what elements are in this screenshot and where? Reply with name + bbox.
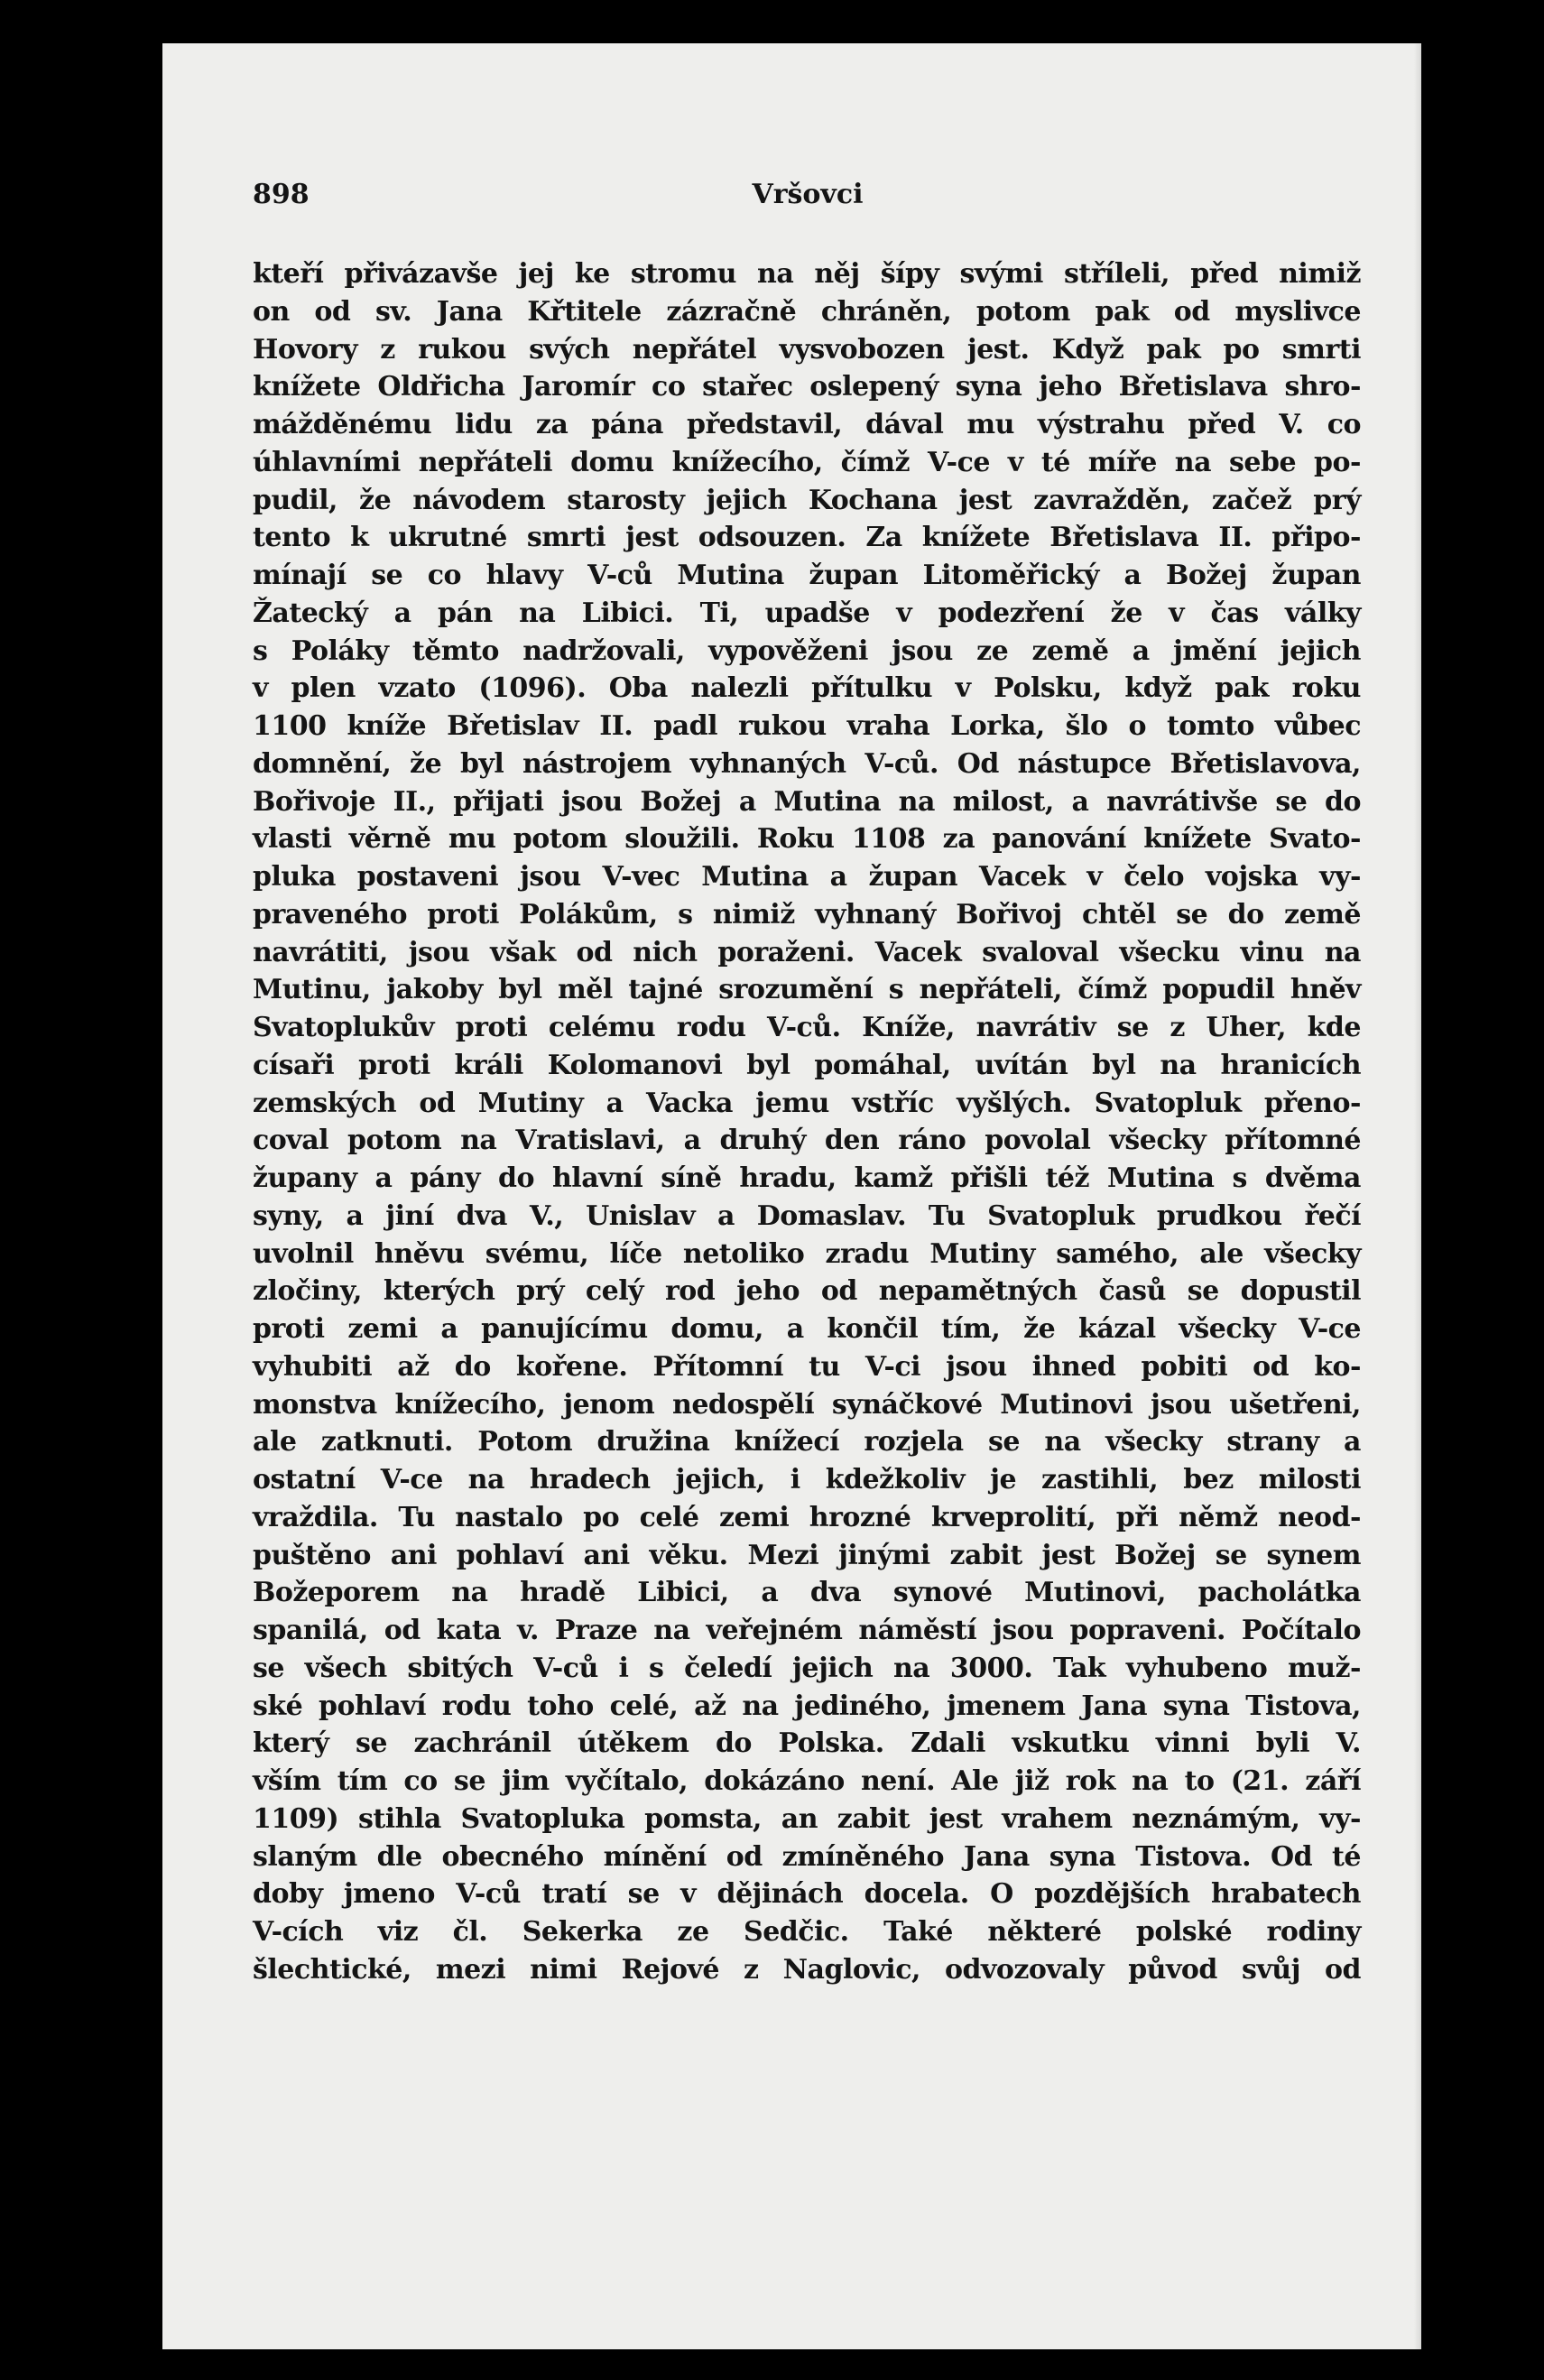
text-line: uvolnil hněvu svému, líče netoliko zradu Mutiny samého, ale všecky (253, 1237, 1361, 1270)
text-line: ské pohlaví rodu toho celé, až na jediného, jmenem Jana syna Tistova, (253, 1690, 1361, 1722)
text-line: vlasti věrně mu potom sloužili. Roku 1108 za panování knížete Svato- (253, 823, 1361, 856)
text-line: Bořivoje II., přijati jsou Božej a Mutina na milost, a navrátivše se do (253, 785, 1361, 818)
text-line: syny, a jiní dva V., Unislav a Domaslav. Tu Svatopluk prudkou řečí (253, 1199, 1361, 1232)
body-text (253, 255, 1361, 1989)
text-line: Svatoplukův proti celému rodu V-ců. Kníže, navrátiv se z Uher, kde (253, 1012, 1361, 1043)
text-line: tento k ukrutné smrti jest odsouzen. Za knížete Břetislava II. připo- (253, 522, 1361, 554)
text-line: slaným dle obecného mínění od zmíněného Jana syna Tistova. Od té (253, 1840, 1361, 1873)
text-line: V-cích viz čl. Sekerka ze Sedčic. Také některé polské rodiny (253, 1916, 1361, 1948)
text-line: zločiny, kterých prý celý rod jeho od nepamětných časů se dopustil (253, 1275, 1361, 1308)
text-line: zemských od Mutiny a Vacka jemu vstříc vyšlých. Svatopluk přeno- (253, 1087, 1361, 1119)
text-line: župany a pány do hlavní síně hradu, kamž přišli též Mutina s dvěma (253, 1162, 1361, 1194)
text-line: v plen vzato (1096). Oba nalezli přítulku v Polsku, když pak roku (253, 672, 1361, 705)
text-line: císaři proti králi Kolomanovi byl pomáhal, uvítán byl na hranicích (253, 1049, 1361, 1081)
text-line: monstva knížecího, jenom nedospělí synáčkové Mutinovi jsou ušetřeni, (253, 1388, 1361, 1421)
text-line: Žatecký a pán na Libici. Ti, upadše v podezření že v čas války (253, 597, 1361, 629)
text-line: on od sv. Jana Křtitele zázračně chráněn, potom pak od myslivce (253, 295, 1361, 328)
text-line: domnění, že byl nástrojem vyhnaných V-ců. Od nástupce Břetislavova, (253, 747, 1361, 780)
text-line: Božeporem na hradě Libici, a dva synové Mutinovi, pacholátka (253, 1577, 1361, 1609)
page-number: 898 (253, 179, 310, 210)
running-head: Vršovci (752, 179, 864, 210)
text-line: 1109) stihla Svatopluka pomsta, an zabit jest vrahem neznámým, vy- (253, 1802, 1361, 1835)
text-line: knížete Oldřicha Jaromír co stařec oslepený syna jeho Břetislava shro- (253, 371, 1361, 403)
page-header (253, 179, 1363, 224)
text-line: úhlavními nepřáteli domu knížecího, čímž V-ce v té míře na sebe po- (253, 446, 1361, 478)
text-line: 1100 kníže Břetislav II. padl rukou vraha Lorka, šlo o tomto vůbec (253, 710, 1361, 742)
text-line: vším tím co se jim vyčítalo, dokázáno není. Ale již rok na to (21. září (253, 1765, 1361, 1797)
text-line: puštěno ani pohlaví ani věku. Mezi jinými zabit jest Božej se synem (253, 1539, 1361, 1571)
text-line: ale zatknuti. Potom družina knížecí rozjela se na všecky strany a (253, 1426, 1361, 1459)
text-line: se všech sbitých V-ců i s čeledí jejich na 3000. Tak vyhubeno muž- (253, 1652, 1361, 1684)
text-line: mínají se co hlavy V-ců Mutina župan Litoměřický a Božej župan (253, 560, 1361, 591)
text-line: s Poláky těmto nadržovali, vypověženi jsou ze země a jmění jejich (253, 634, 1361, 667)
text-line: navrátiti, jsou však od nich poraženi. Vacek svaloval všecku vinu na (253, 936, 1361, 968)
text-line: vyhubiti až do kořene. Přítomní tu V-ci jsou ihned pobiti od ko- (253, 1350, 1361, 1383)
book-page (162, 43, 1421, 2349)
text-line: doby jmeno V-ců tratí se v dějinách docela. O pozdějších hrabatech (253, 1878, 1361, 1911)
text-line: praveného proti Polákům, s nimiž vyhnaný Bořivoj chtěl se do země (253, 898, 1361, 931)
text-line: kteří přivázavše jej ke stromu na něj šípy svými stříleli, před nimiž (253, 258, 1361, 290)
text-line: šlechtické, mezi nimi Rejové z Naglovic, odvozovaly původ svůj od (253, 1953, 1361, 1986)
text-line: který se zachránil útěkem do Polska. Zdali vskutku vinni byli V. (253, 1727, 1361, 1760)
text-line: vraždila. Tu nastalo po celé zemi hrozné krveprolití, při němž neod- (253, 1501, 1361, 1533)
text-line: Hovory z rukou svých nepřátel vysvobozen jest. Když pak po smrti (253, 333, 1361, 366)
text-line: Mutinu, jakoby byl měl tajné srozumění s nepřáteli, čímž popudil hněv (253, 974, 1361, 1006)
text-line: coval potom na Vratislavi, a druhý den ráno povolal všecky přítomné (253, 1125, 1361, 1157)
text-line: pudil, že návodem starosty jejich Kochana jest zavražděn, začež prý (253, 484, 1361, 516)
text-line: proti zemi a panujícímu domu, a končil tím, že kázal všecky V-ce (253, 1313, 1361, 1345)
text-line: ostatní V-ce na hradech jejich, i kdežkoliv je zastihli, bez milosti (253, 1464, 1361, 1496)
text-line: mážděnému lidu za pána představil, dával mu výstrahu před V. co (253, 409, 1361, 440)
text-line: spanilá, od kata v. Praze na veřejném náměstí jsou popraveni. Počítalo (253, 1615, 1361, 1646)
text-line: pluka postaveni jsou V-vec Mutina a župan Vacek v čelo vojska vy- (253, 861, 1361, 893)
